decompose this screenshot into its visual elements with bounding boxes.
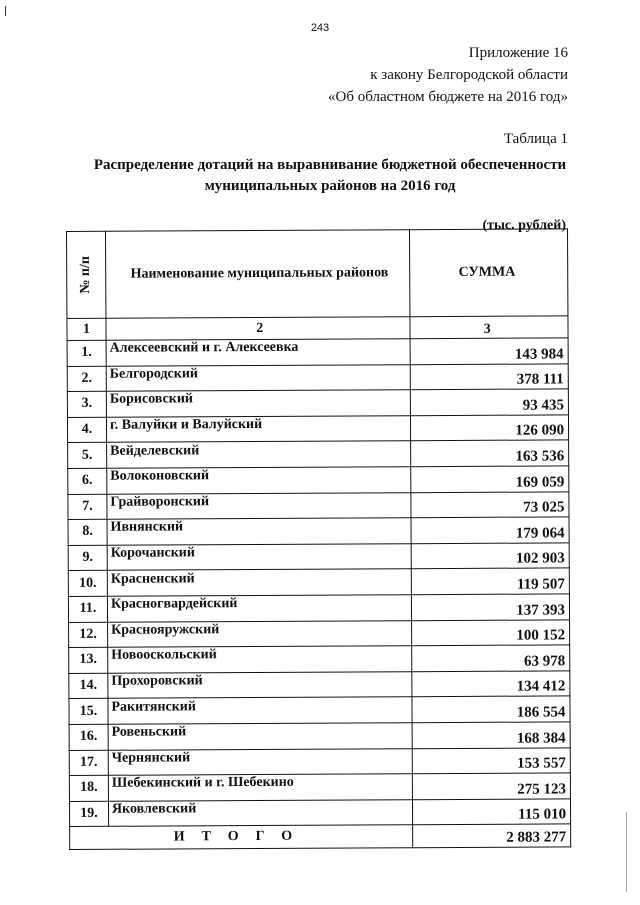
district-name: Алексеевский и г. Алексеевка (109, 340, 299, 357)
district-name-cell (106, 364, 411, 391)
sum-cell (412, 696, 570, 722)
row-number: 9. (68, 545, 107, 571)
row-number: 7. (68, 494, 107, 520)
total-label: ИТОГО (70, 825, 414, 850)
sum-cell (411, 363, 569, 389)
table-row (68, 517, 569, 545)
sum-value: 153 557 (517, 755, 566, 772)
total-row (70, 824, 571, 850)
row-number: 17. (69, 750, 108, 776)
sum-cell (412, 671, 570, 697)
header-name: Наименование муниципальных районов (130, 265, 389, 282)
row-number: 3. (67, 391, 106, 417)
sum-value: 100 152 (516, 627, 566, 644)
district-name-cell (107, 492, 412, 519)
district-name: Ровеньский (111, 724, 187, 740)
district-name-cell (106, 390, 411, 417)
table-row (67, 415, 568, 443)
row-number: 8. (68, 519, 107, 545)
table-row (69, 671, 570, 699)
sum-cell (413, 722, 571, 748)
header-sum-cell (410, 229, 568, 317)
district-name: Красногвардейский (110, 596, 238, 613)
row-number: 6. (68, 468, 107, 494)
row-number: 14. (69, 673, 108, 699)
table-row (69, 747, 570, 775)
sum-cell (411, 517, 569, 543)
table-row (69, 696, 570, 724)
row-number: 2. (67, 366, 106, 392)
district-name: г. Валуйки и Валуйский (109, 417, 263, 433)
district-name-cell (108, 620, 413, 647)
units-label: (тыс. рублей) (482, 218, 566, 233)
table-row (68, 543, 569, 571)
district-name-cell (106, 339, 411, 366)
row-number: 15. (69, 699, 108, 725)
sum-value: 126 090 (515, 422, 565, 440)
subsidies-table (66, 228, 571, 850)
sum-value: 143 984 (514, 345, 564, 363)
row-number: 18. (69, 775, 108, 801)
header-number-cell (67, 231, 106, 318)
sum-cell (413, 799, 571, 825)
scan-edge-mark (626, 812, 627, 892)
district-name-cell (108, 671, 413, 698)
district-name-cell (108, 799, 413, 826)
district-name: Чернянский (111, 750, 191, 766)
district-name-cell (107, 569, 412, 596)
sum-value: 134 412 (516, 678, 566, 695)
table-row (69, 722, 570, 750)
column-number: 1 (67, 318, 106, 340)
sum-value: 115 010 (518, 806, 567, 823)
table-header-row (67, 229, 568, 319)
row-number: 16. (69, 724, 108, 750)
district-name-cell (106, 415, 411, 442)
district-name: Вейделевский (110, 442, 200, 459)
district-name: Краснояружский (111, 622, 220, 638)
row-number: 19. (69, 801, 108, 827)
sum-value: 137 393 (516, 601, 566, 619)
district-name: Белгородский (109, 366, 198, 382)
district-name: Красненский (110, 570, 195, 587)
sum-value: 63 978 (523, 653, 566, 670)
sum-value: 179 064 (515, 525, 565, 542)
table-row (68, 594, 569, 622)
sum-value: 169 059 (515, 473, 565, 491)
sum-cell (413, 747, 571, 773)
sum-value: 378 111 (516, 371, 564, 388)
sum-value: 102 903 (515, 550, 565, 567)
district-name: Корочанский (110, 545, 195, 561)
district-name-cell (108, 748, 413, 775)
sum-value: 275 123 (517, 781, 566, 798)
sum-cell (411, 440, 569, 466)
appendix-line: Приложение 16 (468, 45, 568, 61)
table-row (67, 338, 568, 366)
table-row (69, 619, 570, 647)
district-name: Борисовский (109, 391, 194, 408)
table-row (69, 645, 570, 673)
table-row (68, 568, 569, 596)
table-row (67, 389, 568, 417)
district-name-cell (107, 441, 412, 468)
table-label: Таблица 1 (503, 131, 568, 147)
row-number: 1. (67, 340, 106, 366)
sum-cell (412, 645, 570, 671)
sum-cell (411, 415, 569, 441)
total-sum (413, 824, 571, 848)
district-name: Яковлевский (111, 801, 197, 817)
district-name: Новооскольский (111, 647, 217, 664)
sum-value: 168 384 (516, 729, 566, 747)
table-row (69, 799, 570, 827)
sum-value: 119 507 (516, 576, 565, 593)
district-name-cell (108, 697, 413, 724)
sum-cell (411, 389, 569, 415)
sum-cell (412, 543, 570, 569)
header-sum: СУММА (458, 264, 516, 280)
total-sum-value: 2 883 277 (506, 829, 567, 846)
table-row (67, 363, 568, 391)
district-name: Ивнянский (110, 519, 184, 536)
column-number-row (67, 316, 568, 341)
district-name-cell (108, 774, 413, 801)
row-number: 13. (69, 647, 108, 673)
sum-cell (412, 594, 570, 620)
district-name: Волоконовский (110, 468, 210, 485)
sum-value: 93 435 (522, 397, 564, 414)
sum-value: 186 554 (516, 704, 566, 721)
district-name: Ракитянский (111, 698, 196, 715)
district-name: Шебекинский и г. Шебекино (111, 775, 294, 792)
sum-value: 73 025 (523, 499, 565, 516)
sum-cell (411, 491, 569, 517)
page-number: 243 (310, 22, 330, 34)
district-name-cell (108, 723, 413, 750)
header-number: № п/п (78, 256, 94, 294)
header-name-cell (105, 230, 410, 319)
appendix-line: «Об областном бюджете на 2016 год» (328, 89, 568, 105)
scan-edge-mark (5, 6, 6, 16)
sum-cell (412, 619, 570, 645)
table-row (68, 440, 569, 468)
row-number: 10. (68, 571, 107, 597)
district-name-cell (108, 646, 413, 673)
column-number: 3 (410, 316, 568, 339)
document-title: муниципальных районов на 2016 год (204, 178, 456, 194)
district-name-cell (107, 518, 412, 545)
column-number: 2 (106, 317, 411, 341)
document-title: Распределение дотаций на выравнивание бюджетной обеспеченности (93, 157, 567, 173)
table-row (68, 491, 569, 519)
sum-cell (412, 568, 570, 594)
row-number: 5. (68, 443, 107, 469)
sum-value: 163 536 (515, 448, 565, 465)
district-name: Прохоровский (111, 673, 203, 689)
district-name-cell (107, 543, 412, 570)
district-name: Грайворонский (110, 494, 210, 510)
appendix-line: к закону Белгородской области (370, 67, 568, 83)
row-number: 11. (68, 596, 107, 622)
sum-cell (411, 338, 569, 364)
row-number: 12. (69, 622, 108, 648)
sum-cell (411, 466, 569, 492)
district-name-cell (107, 467, 412, 494)
row-number: 4. (67, 417, 106, 443)
table-row (68, 466, 569, 494)
table-row (69, 773, 570, 801)
district-name-cell (107, 595, 412, 622)
sum-cell (413, 773, 571, 799)
